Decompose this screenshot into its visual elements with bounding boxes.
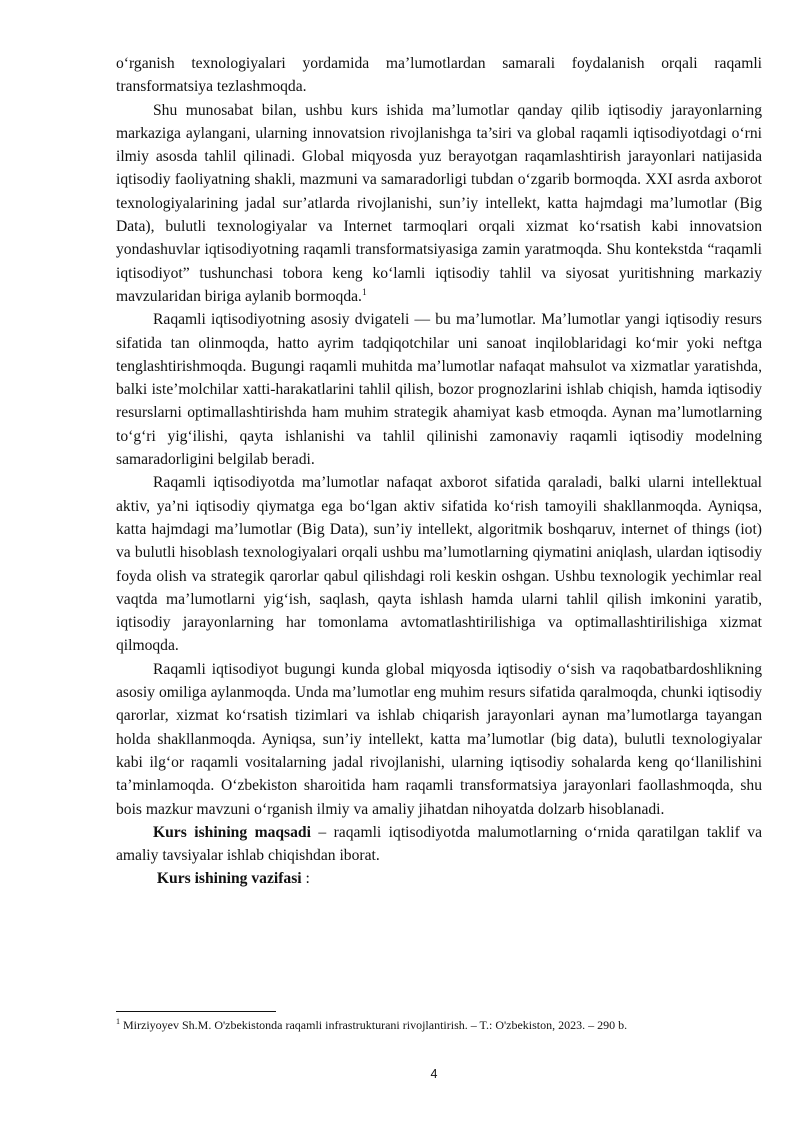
paragraph-course-scope <box>116 99 762 309</box>
footnote-separator <box>116 1011 276 1012</box>
paragraph-continuation: o‘rganish texnologiyalari yordamida ma’lumotlardan samarali foydalanish orqali raqamli transformatsiya tezlashmoqda. <box>116 55 762 96</box>
page-number: 4 <box>430 1067 438 1081</box>
paragraph-data-asset: Raqamli iqtisodiyotda ma’lumotlar nafaqat axborot sifatida qaraladi, balki ularni intellektual aktiv, ya’ni iqtisodiy qiymatga ega bo‘lgan aktiv sifatida ko‘rish tamoyili shakllanmoqda. Ayniqsa, katta hajmdagi ma’lumotlar (Big Data), sun’iy intellekt, algoritmik boshqaruv, internet of things (iot) va bulutli hisoblash texnologiyalari orqali ushbu ma’lumotlarning qiymatini aniqlash, ulardan iqtisodiy foyda olish va strategik qarorlar qabul qilishdagi roli keskin oshgan. Ushbu texnologik yechimlar real vaqtda ma’lumotlarni yig‘ish, saqlash, qayta ishlash hamda ularni tahlil qilish imkonini yaratib, iqtisodiy jarayonlarning har tomonlama avtomatlashtirilishiga va optimallashtirilishiga xizmat qilmoqda. <box>116 474 762 655</box>
footnote-number: 1 <box>116 1017 120 1026</box>
footnote-text: Mirziyoyev Sh.M. O'zbekistonda raqamli infrastrukturani rivojlantirish. – T.: O'zbekiston, 2023. – 290 b. <box>123 1018 628 1032</box>
tasks-suffix: : <box>301 870 310 888</box>
paragraph-course-scope-text: Shu munosabat bilan, ushbu kurs ishida ma’lumotlar qanday qilib iqtisodiy jarayonlarning markaziga aylangani, ularning innovatsion rivojlanishga ta’siri va global raqamli iqtisodiyotdagi o‘rni ilmiy asosda tahlil qilinadi. Global miqyosda yuz berayotgan raqamlashtirish jarayonlari natijasida iqtisodiy faoliyatning shakli, mazmuni va samaradorligi tubdan o‘zgarib bormoqda. XXI asrda axborot texnologiyalarining jadal sur’atlarda rivojlanishi, sun’iy intellekt, katta hajmdagi ma’lumotlar (Big Data), bulutli texnologiyalar va Internet tarmoqlari orqali xizmat ko‘rsatish kabi innovatsion yondashuvlar iqtisodiyotning raqamli transformatsiyasiga zamin yaratmoqda. Shu kontekstda “raqamli iqtisodiyot” tushunchasi tobora keng ko‘lamli iqtisodiy tahlil va siyosat yuritishning markaziy mavzularidan biriga aylanib bormoqda. <box>116 101 762 305</box>
paragraph-data-engine: Raqamli iqtisodiyotning asosiy dvigateli — bu ma’lumotlar. Ma’lumotlar yangi iqtisodiy resurs sifatida tan olinmoqda, hatto ayrim tadqiqotchilar uni sanoat inqiloblaridagi ko‘mir yoki neftga tenglashtirishmoqda. Bugungi raqamli muhitda ma’lumotlar nafaqat mahsulot va xizmatlar yaratishda, balki iste’molchilar xatti-harakatlarini tahlil qilish, bozor prognozlarini ishlab chiqish, hamda iqtisodiy resurslarni optimallashtirishda ham muhim strategik ahamiyat kasb etmoqda. Aynan ma’lumotlarning to‘g‘ri yig‘ilishi, qayta ishlanishi va tahlil qilinishi zamonaviy raqamli iqtisodiy modelning samaradorligini belgilab beradi. <box>116 311 762 469</box>
tasks-label: Kurs ishining vazifasi <box>156 870 302 888</box>
footnote <box>116 1017 762 1033</box>
paragraph-tasks <box>116 867 762 890</box>
paragraph-goal <box>116 821 762 868</box>
footnote-reference[interactable]: 1 <box>361 287 367 298</box>
goal-label: Kurs ishining maqsadi <box>153 823 311 841</box>
goal-text: – raqamli iqtisodiyotda malumotlarning o‘rnida qaratilgan taklif va amaliy tavsiyalar ishlab chiqishdan iborat. <box>116 823 762 865</box>
paragraph-relevance: Raqamli iqtisodiyot bugungi kunda global miqyosda iqtisodiy o‘sish va raqobatbardoshlikning asosiy omiliga aylanmoqda. Unda ma’lumotlar eng muhim resurs sifatida qaralmoqda, chunki iqtisodiy qarorlar, xizmat ko‘rsatish tizimlari va ishlab chiqarish jarayonlari aynan ma’lumotlarga tayangan holda shakllanmoqda. Ayniqsa, sun’iy intellekt, katta ma’lumotlar (big data), bulutli texnologiyalar kabi ilg‘or raqamli vositalarning jadal rivojlanishi, ularning iqtisodiy sohalarda keng qo‘llanilishini ta’minlamoqda. O‘zbekiston sharoitida ham raqamli transformatsiya jarayonlari faollashmoqda, shu bois mazkur mavzuni o‘rganish ilmiy va amaliy jihatdan nihoyatda dolzarb hisoblanadi. <box>116 660 762 818</box>
document-body <box>116 52 762 891</box>
